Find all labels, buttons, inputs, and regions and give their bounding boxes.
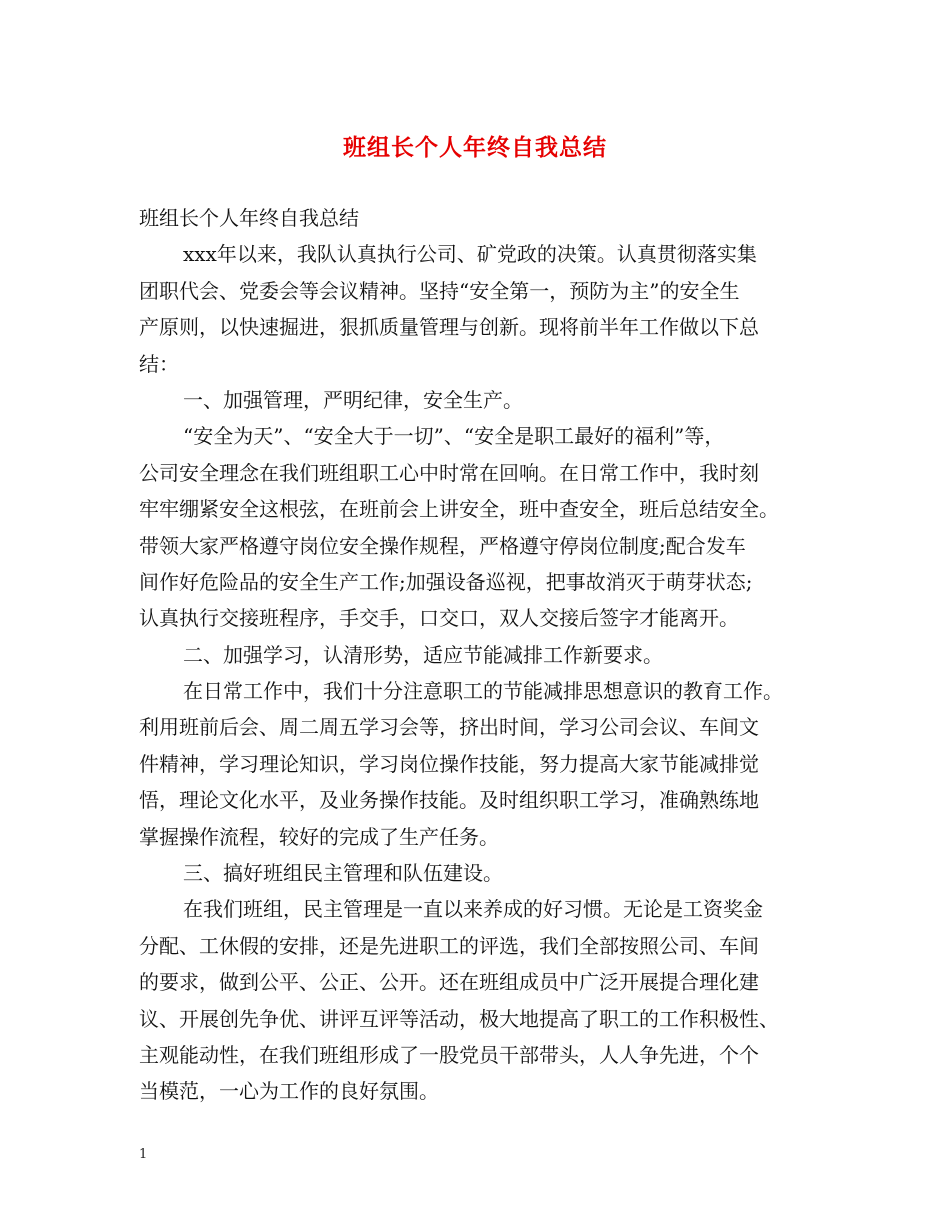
body-line: 团职代会、党委会等会议精神。坚持“安全第一，预防为主”的安全生 (139, 278, 740, 303)
body-line: 公司安全理念在我们班组职工心中时常在回响。在日常工作中，我时刻 (139, 460, 759, 485)
body-line: 间作好危险品的安全生产工作;加强设备巡视，把事故消灭于萌芽状态; (139, 569, 753, 594)
body-line: 议、开展创先争优、讲评互评等活动，极大地提高了职工的工作积极性、 (139, 1006, 779, 1031)
body-line: 产原则，以快速掘进，狠抓质量管理与创新。现将前半年工作做以下总 (139, 315, 759, 340)
body-line: 悟，理论文化水平，及业务操作技能。及时组织职工学习，准确熟练地 (139, 788, 759, 813)
section-heading-3: 三、搞好班组民主管理和队伍建设。 (183, 861, 503, 886)
body-line: 件精神，学习理论知识，学习岗位操作技能，努力提高大家节能减排觉 (139, 751, 759, 776)
section-heading-2: 二、加强学习，认清形势，适应节能减排工作新要求。 (183, 642, 663, 667)
body-line: 当模范，一心为工作的良好氛围。 (139, 1079, 439, 1104)
body-line: 结： (139, 351, 179, 376)
body-line: 分配、工休假的安排，还是先进职工的评选，我们全部按照公司、车间 (139, 933, 759, 958)
body-line: 在我们班组，民主管理是一直以来养成的好习惯。无论是工资奖金 (183, 897, 763, 922)
body-line: xxx年以来，我队认真执行公司、矿党政的决策。认真贯彻落实集 (183, 242, 757, 267)
body-line: “安全为天”、“安全大于一切”、“安全是职工最好的福利”等， (183, 424, 725, 449)
document-body (139, 200, 829, 1110)
body-line: 利用班前后会、周二周五学习会等，挤出时间，学习公司会议、车间文 (139, 715, 759, 740)
body-line: 认真执行交接班程序，手交手，口交口，双人交接后签字才能离开。 (139, 606, 739, 631)
document-title: 班组长个人年终自我总结 (343, 134, 607, 161)
body-line: 主观能动性，在我们班组形成了一股党员干部带头，人人争先进，个个 (139, 1042, 759, 1067)
body-line: 掌握操作流程，较好的完成了生产任务。 (139, 824, 499, 849)
body-subtitle-line: 班组长个人年终自我总结 (139, 206, 359, 230)
body-line: 牢牢绷紧安全这根弦，在班前会上讲安全，班中查安全，班后总结安全。 (139, 497, 779, 522)
body-line: 在日常工作中，我们十分注意职工的节能减排思想意识的教育工作。 (183, 679, 783, 704)
body-line: 带领大家严格遵守岗位安全操作规程，严格遵守停岗位制度;配合发车 (139, 533, 746, 558)
page-number: 1 (139, 1147, 148, 1162)
section-heading-1: 一、加强管理，严明纪律，安全生产。 (183, 387, 523, 412)
body-line: 的要求，做到公平、公正、公开。还在班组成员中广泛开展提合理化建 (139, 970, 759, 995)
